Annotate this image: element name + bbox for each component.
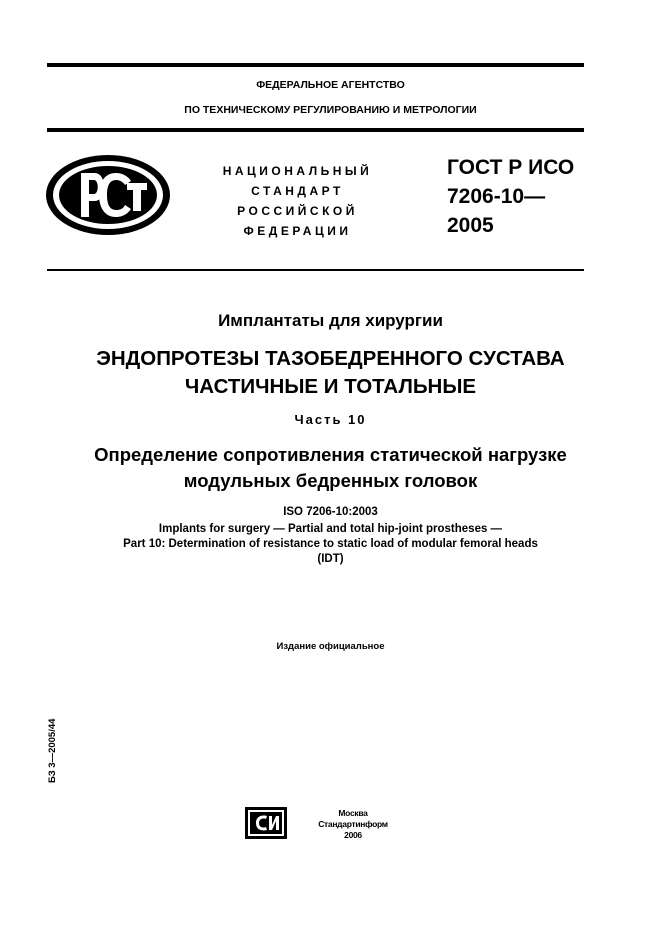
main-title-line-2: ЧАСТИЧНЫЕ И ТОТАЛЬНЫЕ [184,375,477,398]
part-number: Часть 10 [294,412,367,427]
edition-label: Издание официальное [276,641,385,652]
agency-line-2: ПО ТЕХНИЧЕСКОМУ РЕГУЛИРОВАНИЮ И МЕТРОЛОГИИ [184,104,477,116]
subtitle-line-2: модульных бедренных головок [183,470,478,491]
gost-logo-emblem [43,153,173,237]
header-rule [47,128,584,132]
publisher-info [308,808,398,841]
publisher-year: 2006 [344,830,362,840]
designation-line-3: 2005 [447,214,494,237]
standard-designation [447,153,574,240]
side-code: БЗ 3—2005/44 [47,718,58,783]
iso-reference [0,505,661,567]
general-title: Имплантаты для хирургии [218,311,443,330]
publisher-logo-emblem [245,807,287,839]
subtitle-line-1: Определение сопротивления статической нагрузке [94,444,567,465]
standard-type-line-2: СТАНДАРТ [251,184,344,198]
publisher-logo [245,807,287,839]
standard-type-line-4: ФЕДЕРАЦИИ [243,224,352,238]
iso-number: ISO 7206-10:2003 [283,506,378,518]
designation-line-2: 7206-10— [447,185,546,208]
standard-type [205,161,390,241]
middle-rule [47,269,584,271]
iso-title-line-3: (IDT) [317,553,344,565]
publisher-name: Стандартинформ [318,819,388,829]
iso-title-line-2: Part 10: Determination of resistance to static load of modular femoral heads [123,538,538,550]
agency-line-1: ФЕДЕРАЛЬНОЕ АГЕНТСТВО [256,79,405,91]
subtitle [0,442,661,494]
main-title-line-1: ЭНДОПРОТЕЗЫ ТАЗОБЕДРЕННОГО СУСТАВА [96,347,565,370]
gost-logo [43,153,173,237]
main-title [0,345,661,401]
top-rule [47,63,584,67]
standard-type-line-1: НАЦИОНАЛЬНЫЙ [222,164,373,178]
standard-type-line-3: РОССИЙСКОЙ [237,204,358,218]
iso-title-line-1: Implants for surgery — Partial and total hip-joint prostheses — [158,523,503,535]
publisher-city: Москва [338,808,368,818]
designation-line-1: ГОСТ Р ИСО [447,156,575,179]
